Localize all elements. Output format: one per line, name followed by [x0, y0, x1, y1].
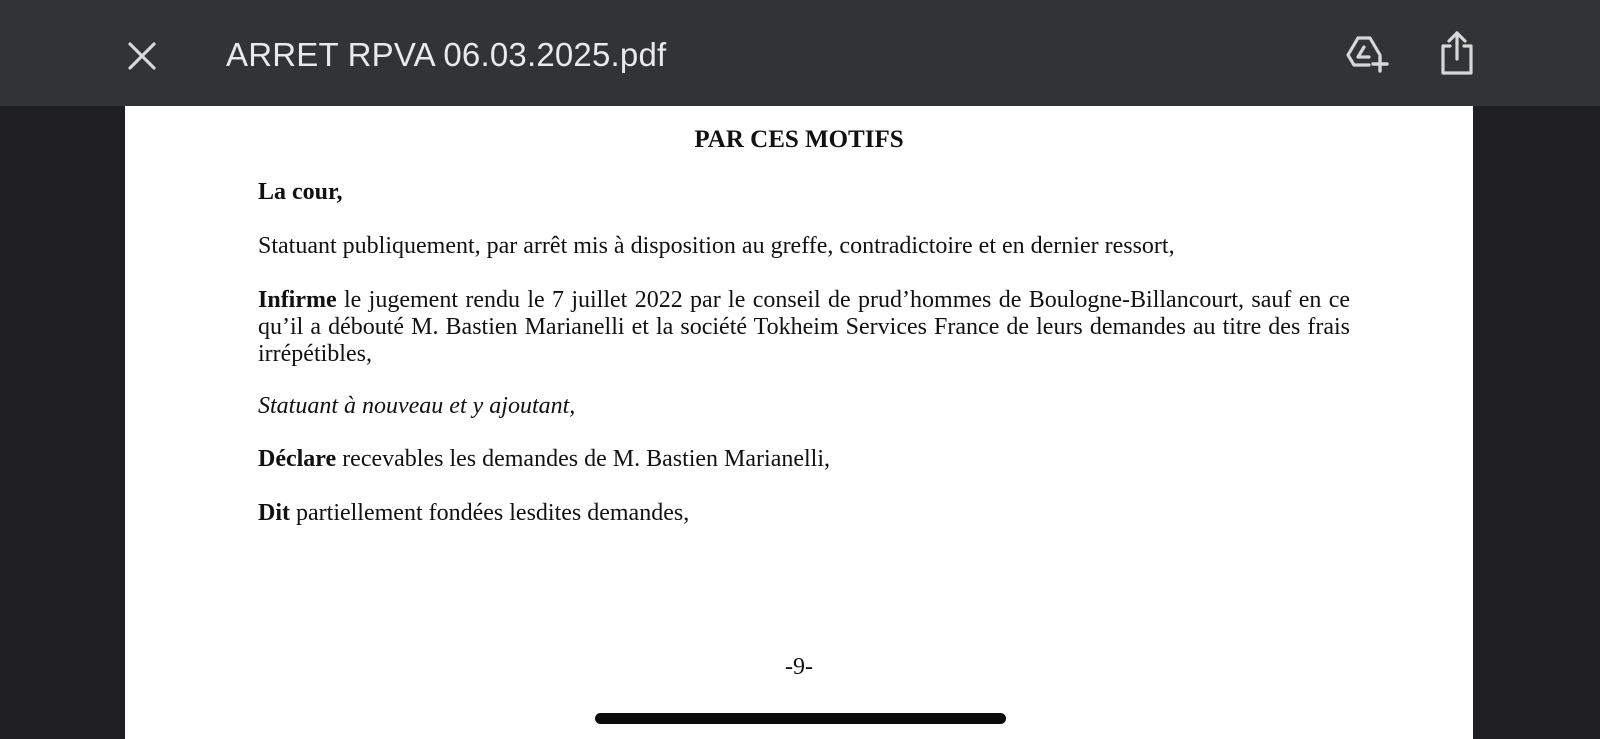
dit-keyword: Dit [258, 500, 290, 526]
court-label: La cour, [258, 179, 343, 205]
court-line [258, 179, 1350, 206]
close-button[interactable] [120, 34, 164, 78]
dit-paragraph [258, 500, 1350, 527]
declare-paragraph [258, 446, 1350, 473]
infirme-keyword: Infirme [258, 287, 337, 313]
declare-text: recevables les demandes de M. Bastien Marianelli, [336, 446, 831, 472]
document-title: ARRET RPVA 06.03.2025.pdf [226, 36, 667, 73]
statuant-paragraph: Statuant publiquement, par arrêt mis à disposition au greffe, contradictoire et en dernier ressort, [258, 233, 1175, 259]
add-to-drive-icon [1345, 33, 1389, 73]
share-icon [1439, 30, 1475, 76]
dit-text: partiellement fondées lesdites demandes, [290, 500, 690, 526]
page-number: -9- [785, 654, 813, 680]
close-icon [127, 41, 157, 71]
add-to-drive-button[interactable] [1344, 30, 1390, 76]
home-indicator[interactable] [595, 713, 1006, 724]
infirme-paragraph [258, 287, 1350, 368]
infirme-text: le jugement rendu le 7 juillet 2022 par le conseil de prud’hommes de Boulogne-Billancourt, sauf en ce qu’il a débouté M. Bastien Marianelli et la société Tokheim Services France de leurs demandes au titre des frais irrépétibles, [258, 287, 1350, 367]
share-button[interactable] [1434, 28, 1480, 78]
nouveau-paragraph: Statuant à nouveau et y ajoutant, [258, 393, 576, 419]
declare-keyword: Déclare [258, 446, 337, 472]
pdf-page [125, 106, 1473, 739]
top-toolbar [0, 0, 1600, 106]
section-heading: PAR CES MOTIFS [694, 126, 904, 153]
